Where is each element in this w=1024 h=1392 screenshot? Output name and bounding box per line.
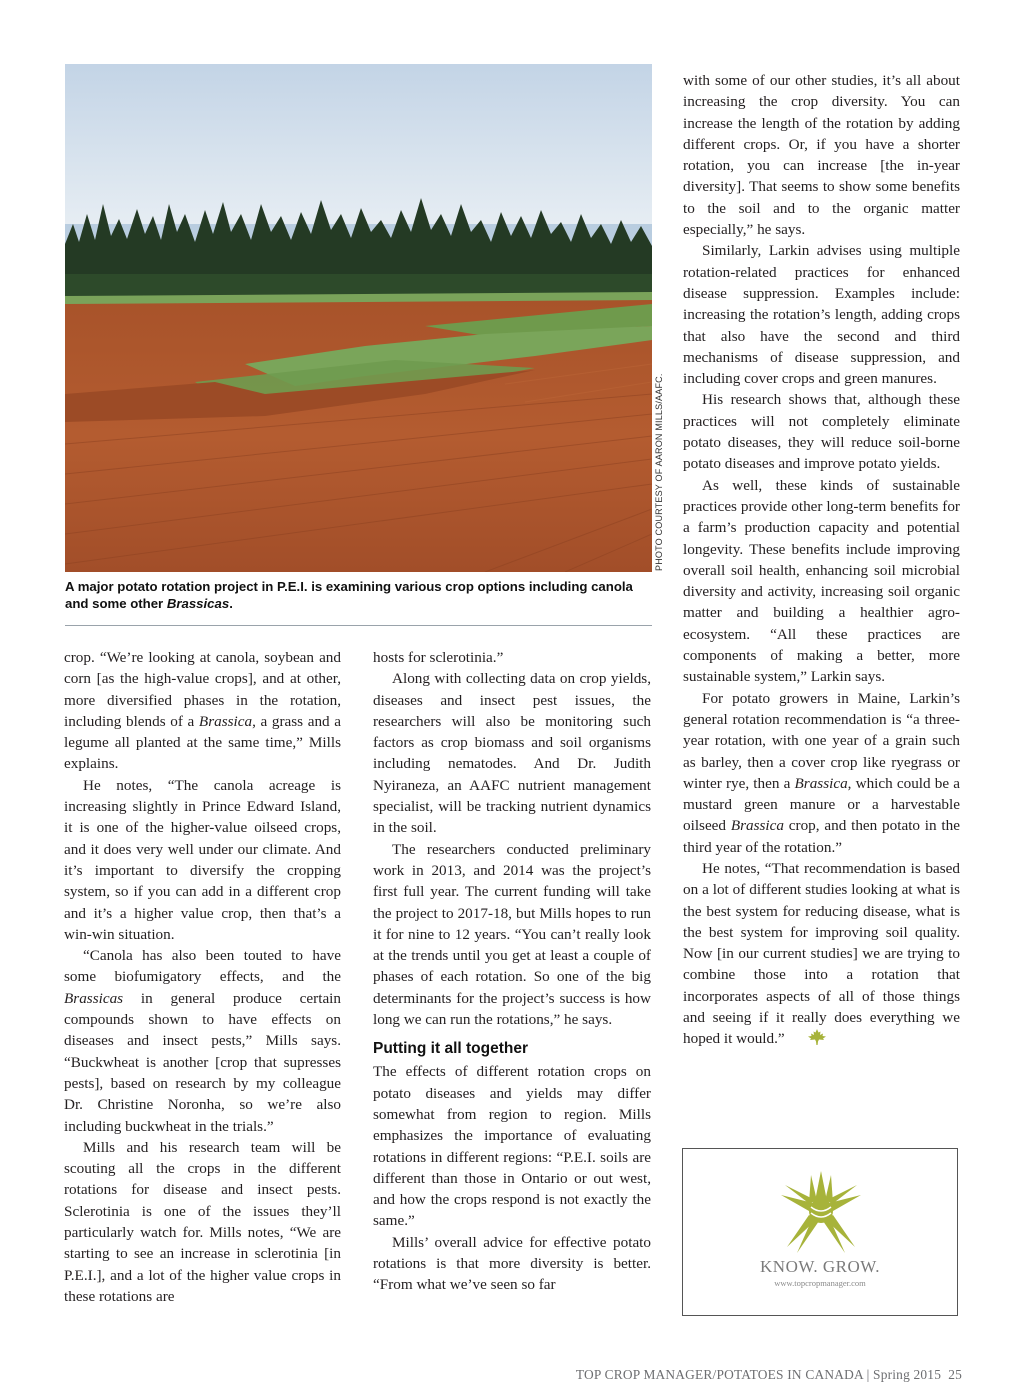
paragraph (683, 858, 960, 1052)
paragraph: Mills’ overall advice for effective potato rotations is that more diversity is better. “From what we’ve seen so far (373, 1233, 651, 1294)
star-burst-logo (775, 1171, 867, 1260)
italic-run: Brassica (730, 817, 784, 835)
paragraph: Similarly, Larkin advises using multiple rotation-related practices for enhanced disease suppression. Examples include: increasing the rotation’s length, adding crops that also have the second and third mechanisms of disease suppression, and including cover crops and green manures. (683, 242, 960, 388)
page-footer (576, 1367, 962, 1383)
article-column-3 (683, 70, 960, 1052)
text-run: , which could be a mustard green manure or a harvestable oilseed (683, 774, 960, 835)
text-run: crop. “We’re looking at canola, soybean and corn [as the high-value crops], and at other, more diversified phases in the rotation, including blends of a (64, 649, 341, 730)
text-run: For potato growers in Maine, Larkin’s general rotation recommendation is “a three-year rotation, with one year of a grain such as barley, then a cover crop like ryegrass or winter rye, then a (683, 689, 960, 792)
ad-url[interactable]: www.topcropmanager.com (774, 1278, 866, 1288)
paragraph (683, 688, 960, 858)
article-column-2 (373, 647, 651, 1296)
caption-text: A major potato rotation project in P.E.I. is examining various crop options including canola and some other (65, 579, 633, 611)
italic-run: Brassica (198, 712, 253, 730)
text-run: crop, and then potato in the third year of the rotation.” (683, 817, 960, 856)
paragraph (64, 647, 341, 775)
paragraph: His research shows that, although these practices will not completely eliminate potato diseases, they will reduce soil-borne potato diseases and improve potato yields. (683, 391, 960, 473)
text-run: “Canola has also been touted to have some biofumigatory effects, and the (64, 947, 341, 986)
maple-leaf-icon (789, 1029, 826, 1051)
field-photo-image (65, 64, 652, 572)
text-run: He notes, “That recommendation is based on a lot of different studies looking at what is the best system for reducing disease, what is the best system for improving soil quality. Now [in our current studies] we are trying to combine those into a rotation that incorporates aspects of all of those things and seeing if it really does everything we hoped it would.” (683, 859, 960, 1048)
paragraph (64, 945, 341, 1137)
italic-run: Brassica (794, 774, 848, 792)
caption-divider (65, 625, 652, 626)
text-run: , a grass and a legume all planted at the same time,” Mills explains. (64, 712, 341, 773)
footer-publication: TOP CROP MANAGER/POTATOES IN CANADA | Spring 2015 (575, 1367, 942, 1382)
paragraph: Mills and his research team will be scouting all the crops in the different rotations for disease and insect pests. Sclerotinia is one of the issues they’ll particularly watch for. Mills notes, “We are starting to see an increase in sclerotinia [in P.E.I.], and a lot of the higher value crops in these rotations are (64, 1138, 341, 1305)
page-number: 25 (948, 1367, 962, 1382)
section-heading: Putting it all together (373, 1040, 528, 1058)
paragraph: hosts for sclerotinia.” (373, 649, 504, 666)
paragraph: The researchers conducted preliminary work in 2013, and 2014 was the project’s first full year. The current funding will take the project to 2017-18, but Mills hopes to run it for nine to 12 years. “You can’t really look at the trends until you get at least a couple of phases of each rotation. So one of the big determinants for the project’s success is how long we can run the rotations,” he says. (373, 840, 651, 1029)
paragraph: with some of our other studies, it’s all about increasing the crop diversity. You can increase the length of the rotation by adding different crops. Or, if you have a shorter rotation, you can increase [the in-year diversity]. That seems to show some benefits to the soil and to the organic matter especially,” he says. (683, 72, 960, 239)
paragraph: The effects of different rotation crops on potato diseases and yields may differ somewhat from region to region. Mills emphasizes the importance of evaluating rotations in different regions: “P.E.I. soils are different than those in Ontario or out west, and how the crops respond is not exactly the same.” (373, 1063, 651, 1230)
paragraph: Along with collecting data on crop yields, diseases and insect pest issues, the researchers will also be monitoring such factors as crop biomass and soil organisms including nematodes. And Dr. Judith Nyiraneza, an AAFC nutrient management specialist, will be tracking nutrient dynamics in the soil. (373, 670, 651, 837)
paragraph: As well, these kinds of sustainable practices provide other long-term benefits for a farm’s production capacity and potential longevity. These benefits include improving overall soil health, enhancing soil microbial diversity and activity, increasing soil organic matter and building a healthier agro-ecosystem. “All these practices are components of making a better, more sustainable system,” Larkin says. (683, 476, 960, 686)
caption-italic: Brassicas (166, 596, 230, 611)
caption-end: . (229, 596, 233, 611)
ad-tagline: KNOW. GROW. (760, 1257, 880, 1276)
text-run: in general produce certain compounds shown to have effects on diseases and insect pests,” Mills says. “Buckwheat is another [crop that supresses pests], based on research by my colleague Dr. Christine Noronha, so we’re also including buckwheat in the trials.” (64, 989, 341, 1135)
know-grow-ad[interactable] (682, 1148, 958, 1316)
field-photo (65, 64, 652, 572)
photo-credit: PHOTO COURTESY OF AARON MILLS/AAFC. (654, 373, 664, 571)
photo-caption (65, 578, 652, 612)
article-column-1 (64, 647, 341, 1307)
paragraph: He notes, “The canola acreage is increasing slightly in Prince Edward Island, it is one of the higher-value oilseed crops, and it does very well under our climate. And it’s important to diversify the cropping system, so if you can add in a different crop and it’s a higher value crop, then that’s a win-win situation. (64, 776, 341, 943)
italic-run: Brassicas (64, 989, 124, 1007)
